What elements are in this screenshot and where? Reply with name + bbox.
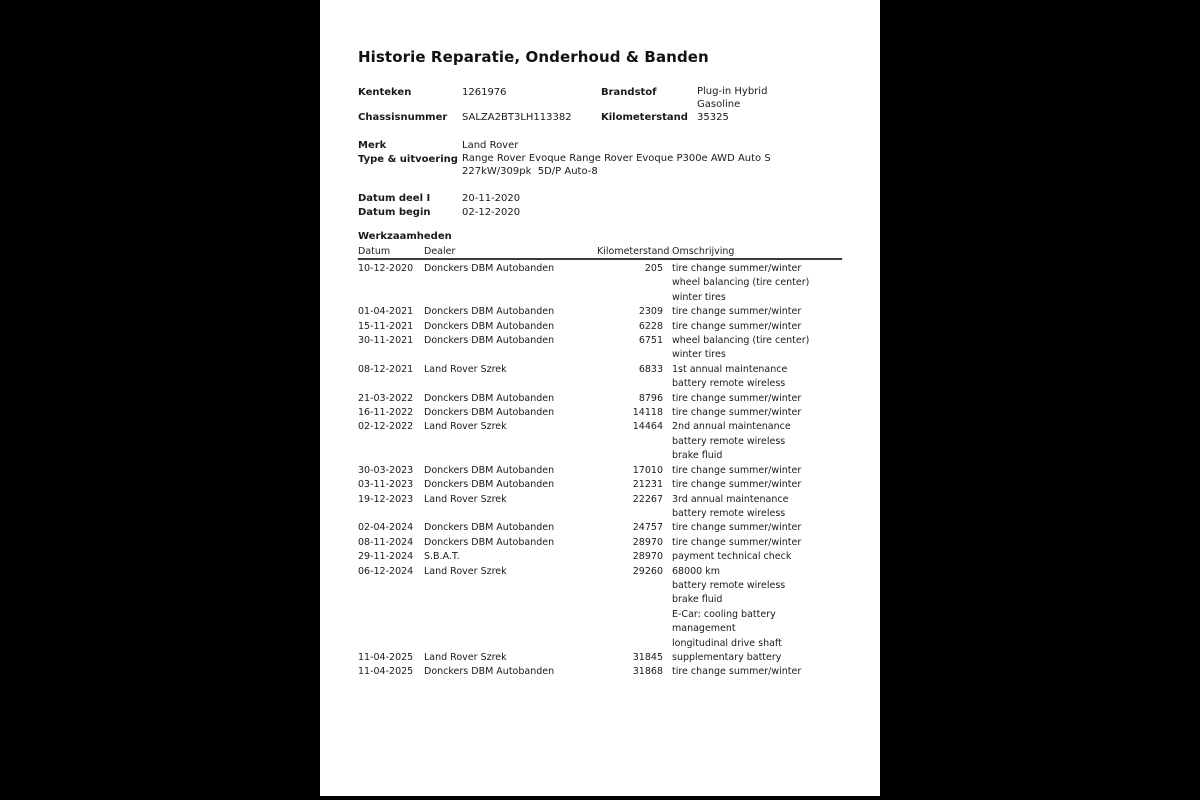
- info-row-type-uitvoering: [358, 153, 842, 178]
- brandstof-line-2: Gasoline: [697, 98, 741, 110]
- work-table-body: [358, 260, 842, 680]
- type-line-1: Range Rover Evoque Range Rover Evoque P300e AWD Auto S: [462, 153, 771, 164]
- cell-omschrijving: [663, 550, 842, 564]
- brandstof-label: Brandstof: [601, 87, 657, 98]
- omschrijving-line: battery remote wireless: [672, 579, 786, 591]
- info-row-datum-deel: [358, 192, 842, 205]
- omschrijving-line: battery remote wireless: [672, 378, 786, 390]
- table-row: [358, 565, 842, 651]
- datum-begin-label: Datum begin: [358, 207, 431, 218]
- cell-datum: 02-04-2024: [358, 522, 414, 534]
- cell-kilometerstand: 6751: [638, 335, 663, 347]
- datum-deel-value: 20-11-2020: [462, 193, 521, 204]
- merk-label: Merk: [358, 140, 387, 151]
- cell-kilometerstand: 2309: [638, 306, 663, 318]
- cell-omschrijving: [663, 392, 842, 406]
- omschrijving-line: brake fluid: [672, 594, 723, 606]
- type-uitvoering-label: Type & uitvoering: [358, 154, 458, 165]
- document-page: [320, 0, 880, 796]
- table-row: [358, 406, 842, 420]
- info-row-datum-begin: [358, 206, 842, 219]
- omschrijving-line: tire change summer/winter: [672, 320, 802, 332]
- brandstof-line-1: Plug-in Hybrid: [697, 86, 768, 97]
- table-row: [358, 392, 842, 406]
- page-title: Historie Reparatie, Onderhoud & Banden: [358, 48, 709, 66]
- cell-dealer: Donckers DBM Autobanden: [424, 479, 555, 491]
- cell-dealer: Land Rover Szrek: [424, 651, 507, 663]
- omschrijving-line: 68000 km: [672, 565, 720, 577]
- cell-datum: 11-04-2025: [358, 666, 414, 678]
- cell-dealer: Donckers DBM Autobanden: [424, 320, 555, 332]
- table-row: [358, 320, 842, 334]
- cell-kilometerstand: 6833: [638, 363, 663, 375]
- cell-dealer: Donckers DBM Autobanden: [424, 536, 555, 548]
- cell-dealer: Donckers DBM Autobanden: [424, 392, 555, 404]
- cell-kilometerstand: 28970: [632, 551, 663, 563]
- omschrijving-line: tire change summer/winter: [672, 464, 802, 476]
- cell-dealer: Donckers DBM Autobanden: [424, 666, 555, 678]
- datum-begin-value: 02-12-2020: [462, 207, 521, 218]
- cell-dealer: Land Rover Szrek: [424, 565, 507, 577]
- omschrijving-line: 1st annual maintenance: [672, 363, 788, 375]
- cell-kilometerstand: 14118: [632, 407, 663, 419]
- omschrijving-line: brake fluid: [672, 450, 723, 462]
- table-row: [358, 420, 842, 463]
- cell-dealer: Land Rover Szrek: [424, 363, 507, 375]
- omschrijving-line: wheel balancing (tire center): [672, 277, 810, 289]
- cell-kilometerstand: 31868: [632, 666, 663, 678]
- omschrijving-line: battery remote wireless: [672, 507, 786, 519]
- cell-datum: 29-11-2024: [358, 551, 414, 563]
- omschrijving-line: tire change summer/winter: [672, 666, 802, 678]
- cell-datum: 21-03-2022: [358, 392, 414, 404]
- table-row: [358, 493, 842, 522]
- cell-dealer: Donckers DBM Autobanden: [424, 335, 555, 347]
- cell-omschrijving: [663, 521, 842, 535]
- chassisnummer-value: SALZA2BT3LH113382: [462, 112, 572, 123]
- cell-kilometerstand: 22267: [632, 493, 663, 505]
- cell-omschrijving: [663, 565, 842, 651]
- cell-datum: 11-04-2025: [358, 651, 414, 663]
- cell-omschrijving: [663, 536, 842, 550]
- omschrijving-line: payment technical check: [672, 551, 792, 563]
- cell-dealer: S.B.A.T.: [424, 551, 460, 563]
- cell-dealer: Donckers DBM Autobanden: [424, 464, 555, 476]
- omschrijving-line: supplementary battery: [672, 651, 782, 663]
- cell-omschrijving: [663, 420, 842, 463]
- cell-datum: 02-12-2022: [358, 421, 414, 433]
- table-row: [358, 665, 842, 679]
- cell-datum: 03-11-2023: [358, 479, 414, 491]
- table-row: [358, 536, 842, 550]
- cell-dealer: Donckers DBM Autobanden: [424, 306, 555, 318]
- kilometerstand-label: Kilometerstand: [601, 112, 688, 123]
- kenteken-label: Kenteken: [358, 87, 412, 98]
- cell-omschrijving: [663, 406, 842, 420]
- cell-omschrijving: [663, 334, 842, 363]
- table-row: [358, 464, 842, 478]
- table-row: [358, 651, 842, 665]
- cell-datum: 30-11-2021: [358, 335, 414, 347]
- cell-datum: 16-11-2022: [358, 407, 414, 419]
- col-header-kilometerstand: Kilometerstand: [597, 246, 670, 257]
- cell-omschrijving: [663, 464, 842, 478]
- cell-dealer: Land Rover Szrek: [424, 421, 507, 433]
- omschrijving-line: tire change summer/winter: [672, 407, 802, 419]
- cell-dealer: Donckers DBM Autobanden: [424, 522, 555, 534]
- cell-datum: 08-12-2021: [358, 363, 414, 375]
- brandstof-value: [697, 86, 842, 111]
- cell-dealer: Donckers DBM Autobanden: [424, 407, 555, 419]
- datum-deel-label: Datum deel I: [358, 193, 431, 204]
- omschrijving-line: tire change summer/winter: [672, 522, 802, 534]
- omschrijving-line: 2nd annual maintenance: [672, 421, 791, 433]
- info-row-kenteken-brandstof: [358, 86, 842, 111]
- kilometerstand-value: 35325: [697, 112, 729, 123]
- cell-omschrijving: [663, 320, 842, 334]
- omschrijving-line: tire change summer/winter: [672, 536, 802, 548]
- werkzaamheden-heading: Werkzaamheden: [358, 231, 452, 242]
- cell-omschrijving: [663, 651, 842, 665]
- col-header-omschrijving: Omschrijving: [672, 246, 735, 257]
- col-header-datum: Datum: [358, 246, 391, 257]
- omschrijving-line: wheel balancing (tire center): [672, 335, 810, 347]
- cell-omschrijving: [663, 493, 842, 522]
- cell-datum: 08-11-2024: [358, 536, 414, 548]
- omschrijving-line: E-Car: cooling battery management: [672, 608, 776, 635]
- omschrijving-line: winter tires: [672, 349, 726, 361]
- table-row: [358, 521, 842, 535]
- cell-dealer: Donckers DBM Autobanden: [424, 263, 555, 274]
- cell-datum: 19-12-2023: [358, 493, 414, 505]
- work-table-header: [358, 246, 842, 257]
- type-line-2: 227kW/309pk 5D/P Auto-8: [462, 165, 598, 177]
- cell-dealer: Land Rover Szrek: [424, 493, 507, 505]
- table-row: [358, 478, 842, 492]
- omschrijving-line: tire change summer/winter: [672, 392, 802, 404]
- omschrijving-line: tire change summer/winter: [672, 306, 802, 318]
- merk-value: Land Rover: [462, 140, 519, 151]
- table-row: [358, 334, 842, 363]
- table-row: [358, 550, 842, 564]
- cell-kilometerstand: 205: [644, 263, 663, 274]
- cell-omschrijving: [663, 262, 842, 305]
- info-row-merk: [358, 139, 842, 152]
- omschrijving-line: longitudinal drive shaft: [672, 637, 782, 649]
- type-uitvoering-value: [462, 153, 842, 178]
- cell-datum: 30-03-2023: [358, 464, 414, 476]
- omschrijving-line: winter tires: [672, 291, 726, 303]
- cell-kilometerstand: 6228: [638, 320, 663, 332]
- cell-kilometerstand: 21231: [632, 479, 663, 491]
- cell-kilometerstand: 17010: [632, 464, 663, 476]
- omschrijving-line: battery remote wireless: [672, 435, 786, 447]
- cell-datum: 15-11-2021: [358, 320, 414, 332]
- info-row-chassis-kilometerstand: [358, 111, 842, 124]
- cell-omschrijving: [663, 363, 842, 392]
- cell-kilometerstand: 14464: [632, 421, 663, 433]
- omschrijving-line: tire change summer/winter: [672, 263, 802, 274]
- col-header-dealer: Dealer: [424, 246, 456, 257]
- cell-omschrijving: [663, 478, 842, 492]
- kenteken-value: 1261976: [462, 87, 507, 98]
- omschrijving-line: 3rd annual maintenance: [672, 493, 789, 505]
- cell-omschrijving: [663, 665, 842, 679]
- table-row: [358, 305, 842, 319]
- cell-datum: 10-12-2020: [358, 263, 414, 274]
- table-row: [358, 262, 842, 305]
- cell-kilometerstand: 28970: [632, 536, 663, 548]
- cell-datum: 01-04-2021: [358, 306, 414, 318]
- table-row: [358, 363, 842, 392]
- cell-kilometerstand: 29260: [632, 565, 663, 577]
- chassisnummer-label: Chassisnummer: [358, 112, 448, 123]
- cell-kilometerstand: 24757: [632, 522, 663, 534]
- cell-omschrijving: [663, 305, 842, 319]
- cell-kilometerstand: 8796: [638, 392, 663, 404]
- cell-datum: 06-12-2024: [358, 565, 414, 577]
- omschrijving-line: tire change summer/winter: [672, 479, 802, 491]
- cell-kilometerstand: 31845: [632, 651, 663, 663]
